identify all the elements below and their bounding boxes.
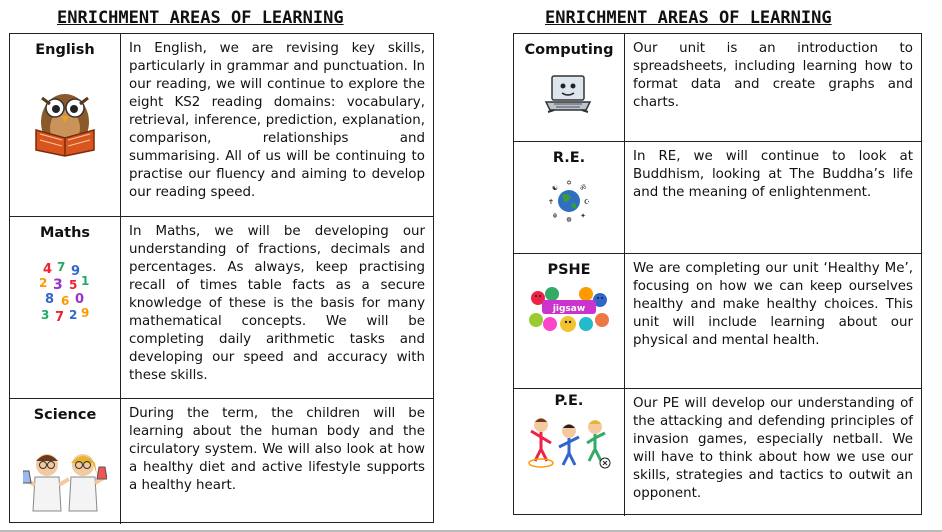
subject-label: PSHE xyxy=(547,262,591,278)
subject-cell xyxy=(514,254,625,388)
svg-text:2: 2 xyxy=(69,308,78,322)
right-page-title: ENRICHMENT AREAS OF LEARNING xyxy=(545,8,832,28)
subject-cell xyxy=(10,399,121,524)
svg-text:☬: ☬ xyxy=(552,212,558,220)
kids-playing-sports-icon xyxy=(527,411,611,475)
svg-text:5: 5 xyxy=(69,278,78,292)
svg-text:☯: ☯ xyxy=(551,184,559,192)
subject-description: During the term, the children will be learning about the human body and the circulatory system. We will also look at how a healthy diet and active lifestyle supports a healthy heart. xyxy=(129,406,425,493)
svg-text:3: 3 xyxy=(41,308,50,322)
svg-text:7: 7 xyxy=(55,310,65,325)
svg-text:2: 2 xyxy=(39,276,48,290)
svg-text:3: 3 xyxy=(53,277,63,293)
svg-text:jigsaw: jigsaw xyxy=(552,304,586,314)
svg-text:9: 9 xyxy=(71,264,81,279)
subject-label: English xyxy=(35,42,95,58)
subject-cell xyxy=(10,217,121,398)
table-row-computing xyxy=(514,34,921,141)
subject-cell xyxy=(514,34,625,141)
svg-text:✡: ✡ xyxy=(566,179,572,187)
svg-text:7: 7 xyxy=(57,260,66,274)
subject-label: Science xyxy=(33,407,97,423)
left-enrichment-table xyxy=(9,33,434,523)
table-row-re xyxy=(514,141,921,253)
number-stack-icon xyxy=(35,259,95,331)
subject-description: In English, we are revising key skills, particularly in grammar and punctuation. In our reading, we will continue to explore the eight KS2 reading domains: vocabulary, retrieval, inference, prediction, explanation, comparison, relationships and summarising. All of us will be continuing to practise our fluency and aiming to develop our reading speed. xyxy=(129,41,425,200)
svg-text:8: 8 xyxy=(45,292,55,307)
svg-text:✦: ✦ xyxy=(580,212,586,220)
svg-text:ॐ: ॐ xyxy=(579,184,587,192)
subject-cell xyxy=(514,389,625,516)
subject-label: R.E. xyxy=(552,150,586,166)
svg-text:6: 6 xyxy=(61,294,70,308)
svg-text:☸: ☸ xyxy=(565,216,573,224)
jigsaw-characters-icon xyxy=(528,284,610,340)
subject-label: Maths xyxy=(39,225,91,241)
subject-cell xyxy=(10,34,121,216)
left-page-title: ENRICHMENT AREAS OF LEARNING xyxy=(57,8,344,28)
subject-description: Our PE will develop our understanding of the attacking and defending principles of invasion games, especially netball. We will have to think about how we use our skills, strategies and tactics to outwit an opponent. xyxy=(633,396,913,501)
subject-cell xyxy=(514,142,625,253)
svg-text:☪: ☪ xyxy=(583,198,591,206)
kid-scientists-icon xyxy=(23,449,107,523)
subject-description: In RE, we will continue to look at Buddhism, looking at The Buddha’s life and the meaning of enlightenment. xyxy=(633,149,913,200)
subject-label: P.E. xyxy=(554,393,584,409)
laptop-character-icon xyxy=(544,74,594,118)
table-row-english xyxy=(10,34,433,216)
svg-text:4: 4 xyxy=(43,262,53,277)
svg-text:✝: ✝ xyxy=(548,198,554,206)
table-row-maths xyxy=(10,216,433,398)
subject-description: We are completing our unit ‘Healthy Me’, focusing on how we can keep ourselves healthy and make healthy choices. This unit will include learning about our physical and mental health. xyxy=(633,261,913,348)
svg-text:1: 1 xyxy=(81,274,90,288)
right-enrichment-table xyxy=(513,33,922,515)
owl-reading-book-icon xyxy=(28,84,102,162)
subject-label: Computing xyxy=(524,42,614,58)
world-religions-globe-icon xyxy=(545,178,593,228)
table-row-pe xyxy=(514,388,921,516)
subject-description: Our unit is an introduction to spreadsheets, including learning how to format data and create graphs and charts. xyxy=(633,41,913,110)
table-row-science xyxy=(10,398,433,524)
subject-description: In Maths, we will be developing our understanding of fractions, decimals and percentages. As always, keep practising recall of times table facts as a secure knowledge of these is the basis for many mathematical concepts. We will be completing daily arithmetic tasks and developing our speed and accuracy with these skills. xyxy=(129,224,425,383)
svg-text:9: 9 xyxy=(81,306,90,320)
svg-text:0: 0 xyxy=(75,292,85,307)
table-row-pshe xyxy=(514,253,921,388)
